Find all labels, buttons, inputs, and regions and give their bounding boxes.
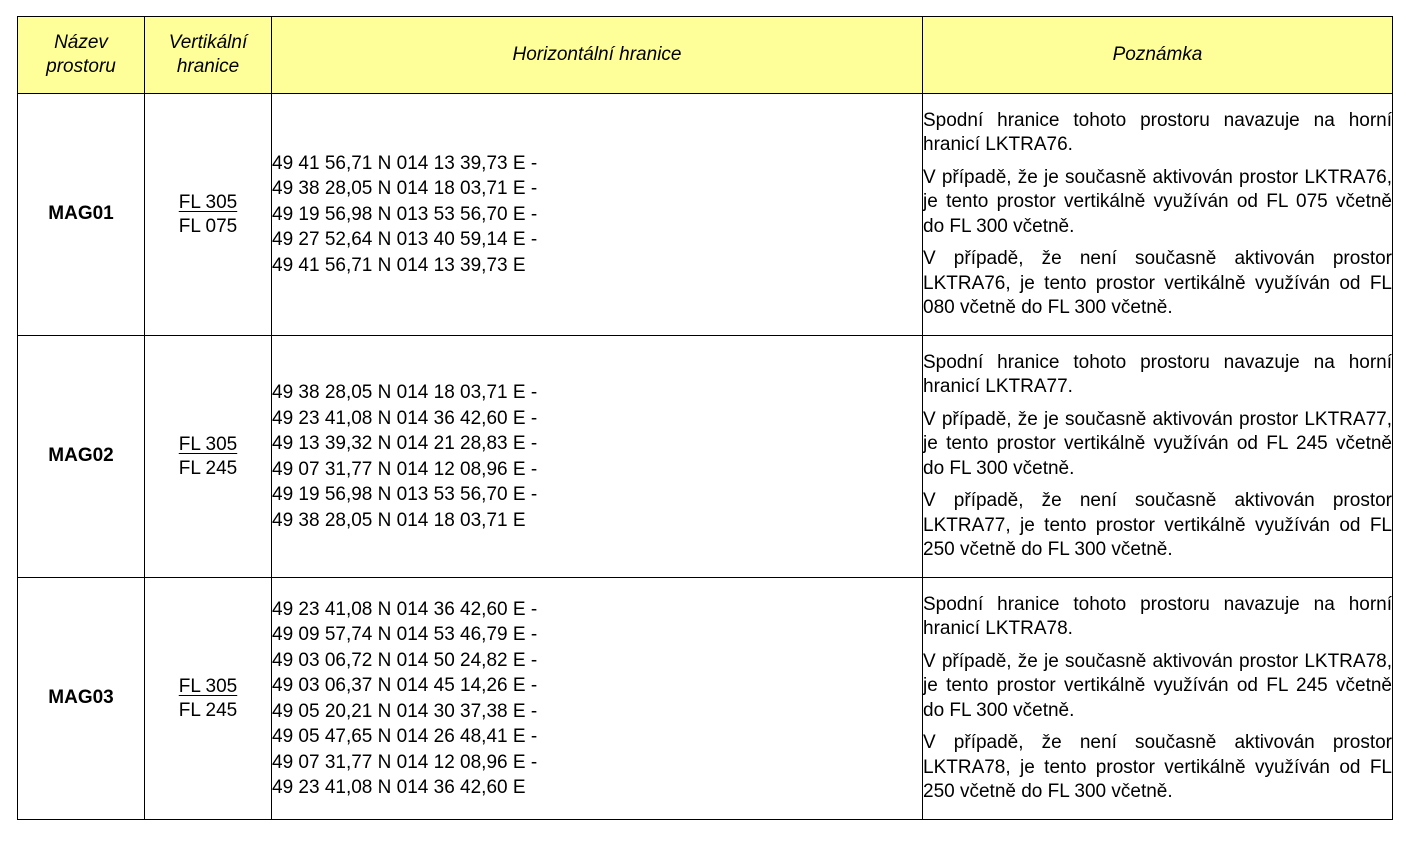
coordinate: 49 27 52,64 N 013 40 59,14 E - [272,229,538,251]
header-vertical-line1: Vertikální [168,32,248,53]
note-paragraph: V případě, že je současně aktivován prostor LKTRA76, je tento prostor vertikálně využíván od FL 075 včetně do FL 300 včetně. [923,166,1392,237]
coordinate: 49 03 06,72 N 014 50 24,82 E - [272,649,538,671]
area-name: MAG02 [18,336,145,578]
lower-limit: FL 245 [178,699,238,721]
lower-limit: FL 075 [178,215,238,237]
coordinate: 49 38 28,05 N 014 18 03,71 E - [272,178,538,200]
note-paragraph: V případě, že je současně aktivován prostor LKTRA77, je tento prostor vertikálně využíván od FL 245 včetně do FL 300 včetně. [923,408,1392,479]
note [923,578,1393,820]
header-note: Poznámka [923,17,1393,94]
header-vertical [145,17,272,94]
vertical-limits [145,336,272,578]
area-name: MAG01 [18,94,145,336]
coordinate: 49 23 41,08 N 014 36 42,60 E - [272,598,538,620]
table-row [18,336,1393,578]
coordinate: 49 38 28,05 N 014 18 03,71 E - [272,382,538,403]
vertical-limits [145,578,272,820]
table-row [18,578,1393,820]
upper-limit: FL 305 [178,675,238,697]
airspace-table [17,16,1393,820]
coordinate: 49 23 41,08 N 014 36 42,60 E [272,777,526,798]
coordinate: 49 03 06,37 N 014 45 14,26 E - [272,675,538,696]
coordinate: 49 41 56,71 N 014 13 39,73 E - [272,152,538,174]
header-name [18,17,145,94]
coordinate: 49 38 28,05 N 014 18 03,71 E [272,509,526,531]
coordinate: 49 23 41,08 N 014 36 42,60 E - [272,407,538,429]
note-paragraph: V případě, že není současně aktivován prostor LKTRA77, je tento prostor vertikálně využíván od FL 250 včetně do FL 300 včetně. [923,490,1392,560]
note-paragraph: V případě, že není současně aktivován prostor LKTRA78, je tento prostor vertikálně využíván od FL 250 včetně do FL 300 včetně. [923,732,1392,802]
header-vertical-line2: hranice [176,56,240,77]
horizontal-limits [272,578,923,820]
header-name-line2: prostoru [46,56,116,77]
coordinate: 49 07 31,77 N 014 12 08,96 E - [272,458,538,480]
header-row [18,17,1393,94]
coordinate: 49 41 56,71 N 014 13 39,73 E [272,254,526,276]
note-paragraph: Spodní hranice tohoto prostoru navazuje na horní hranicí LKTRA76. [923,109,1392,155]
horizontal-limits [272,336,923,578]
coordinate: 49 05 47,65 N 014 26 48,41 E - [272,726,538,747]
header-name-line1: Název [54,32,108,53]
note [923,336,1393,578]
note-paragraph: V případě, že není současně aktivován prostor LKTRA76, je tento prostor vertikálně využíván od FL 080 včetně do FL 300 včetně. [923,248,1392,318]
header-horizontal: Horizontální hranice [272,17,923,94]
coordinate: 49 13 39,32 N 014 21 28,83 E - [272,433,538,454]
upper-limit: FL 305 [178,191,238,213]
coordinate: 49 09 57,74 N 014 53 46,79 E - [272,624,538,645]
table-row [18,94,1393,336]
area-name: MAG03 [18,578,145,820]
horizontal-limits [272,94,923,336]
coordinate: 49 19 56,98 N 013 53 56,70 E - [272,203,538,225]
upper-limit: FL 305 [178,433,238,455]
note-paragraph: Spodní hranice tohoto prostoru navazuje na horní hranicí LKTRA78. [923,593,1392,639]
coordinate: 49 05 20,21 N 014 30 37,38 E - [272,700,538,722]
vertical-limits [145,94,272,336]
lower-limit: FL 245 [178,457,238,479]
note-paragraph: Spodní hranice tohoto prostoru navazuje na horní hranicí LKTRA77. [923,351,1392,397]
coordinate: 49 19 56,98 N 013 53 56,70 E - [272,484,538,505]
coordinate: 49 07 31,77 N 014 12 08,96 E - [272,751,538,773]
note [923,94,1393,336]
note-paragraph: V případě, že je současně aktivován prostor LKTRA78, je tento prostor vertikálně využíván od FL 245 včetně do FL 300 včetně. [923,650,1392,721]
